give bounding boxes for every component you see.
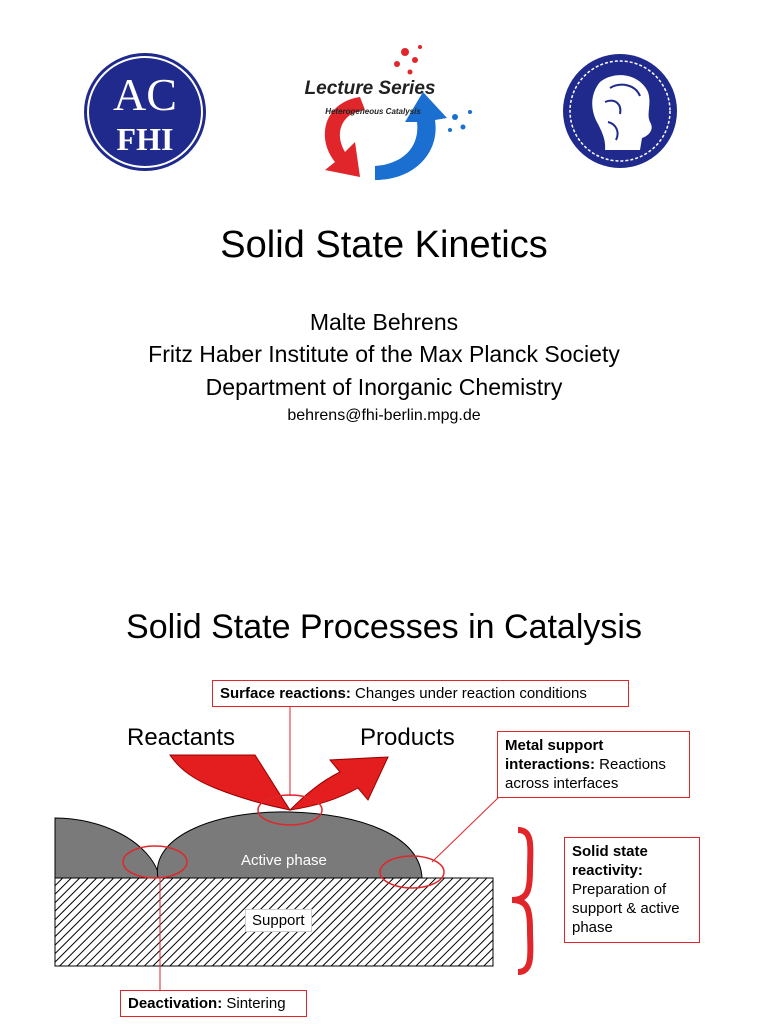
ac-fhi-logo — [80, 50, 210, 175]
product-arrow-icon — [290, 757, 388, 810]
lecture-series-logo — [255, 42, 485, 187]
max-planck-logo — [560, 52, 680, 170]
logo-lecture-series-text: Lecture Series — [304, 78, 436, 99]
surface-reactions-callout — [212, 680, 629, 707]
surface-reactions-text: Changes under reaction conditions — [350, 685, 587, 702]
deactivation-text: Sintering — [222, 995, 286, 1012]
reactant-arrow-icon — [170, 755, 290, 810]
logo-fhi-text: FHI — [116, 121, 174, 157]
interface-connector — [432, 796, 500, 862]
institute-name: Fritz Haber Institute of the Max Planck Society — [148, 341, 620, 367]
brace-icon — [512, 830, 530, 972]
active-phase-left — [55, 818, 160, 878]
logo-subtitle-text: Heterogeneous Catalysis — [325, 107, 421, 116]
active-phase-label: Active phase — [241, 852, 327, 869]
slide2-title: Solid State Processes in Catalysis — [126, 608, 642, 646]
reactants-label: Reactants — [127, 724, 236, 751]
deactivation-heading: Deactivation: — [128, 995, 223, 1012]
deactivation-callout — [120, 990, 307, 1017]
solid-state-heading: Solid state reactivity: — [572, 843, 648, 879]
logo-ac-text: AC — [113, 69, 177, 120]
department-name: Department of Inorganic Chemistry — [205, 374, 563, 400]
products-label: Products — [360, 724, 455, 751]
blue-cycle-arrow-icon — [375, 92, 447, 180]
metal-support-text: Reactions across interfaces — [505, 756, 666, 792]
author-email[interactable]: behrens@fhi-berlin.mpg.de — [287, 407, 481, 424]
author-name: Malte Behrens — [309, 309, 459, 335]
support-label: Support — [245, 909, 312, 932]
slide1-title: Solid State Kinetics — [220, 224, 548, 266]
metal-support-heading: Metal support interactions: — [505, 737, 604, 773]
metal-support-callout — [497, 731, 690, 798]
solid-state-callout — [564, 837, 700, 943]
surface-reactions-heading: Surface reactions: — [220, 685, 351, 702]
solid-state-text: Preparation of support & active phase — [572, 881, 680, 936]
